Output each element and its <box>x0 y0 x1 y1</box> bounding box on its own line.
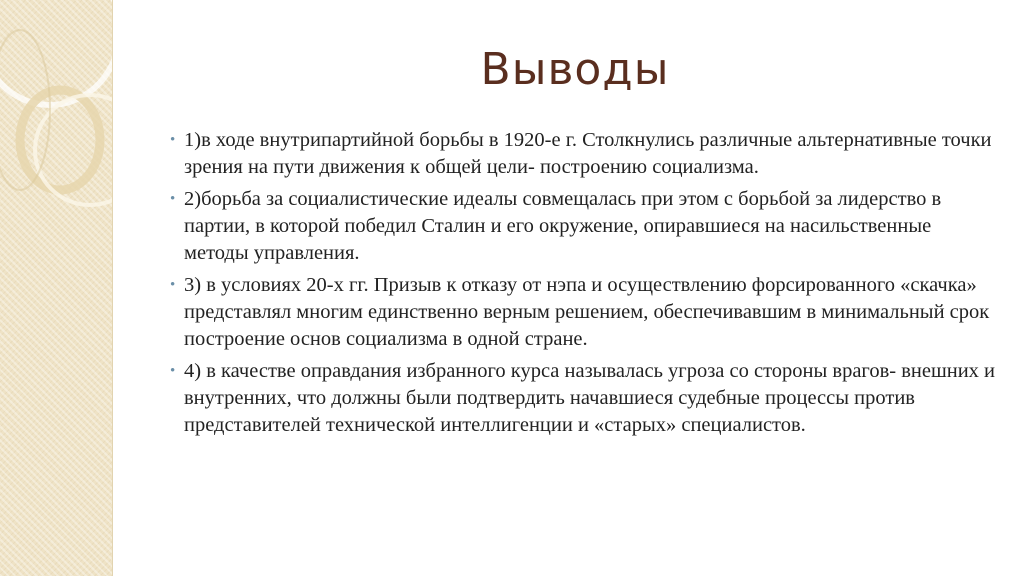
bullet-icon: • <box>170 191 176 207</box>
list-item <box>170 272 1000 353</box>
slide-title: Выводы <box>480 44 670 95</box>
bullet-text: 3) в условиях 20-х гг. Призыв к отказу от нэпа и осуществлению форсированного «скачка» представлял многим единственно верным решением, обеспечивавшим в минимальный срок построение основ социализма в одной стране. <box>184 274 990 350</box>
bullet-icon: • <box>170 132 176 148</box>
list-item <box>170 127 1000 181</box>
decorative-side-panel <box>0 0 113 576</box>
decorative-rings-icon <box>0 0 112 576</box>
bullet-text: 2)борьба за социалистические идеалы совмещалась при этом с борьбой за лидерство в партии, в которой победил Сталин и его окружение, опиравшиеся на насильственные методы управления. <box>184 188 942 264</box>
list-item <box>170 186 1000 267</box>
list-item <box>170 358 1000 439</box>
bullet-text: 4) в качестве оправдания избранного курса называлась угроза со стороны врагов- внешних и внутренних, что должны были подтвердить начавшиеся судебные процессы против представителей технической интеллигенции и «старых» специалистов. <box>184 360 996 436</box>
bullet-icon: • <box>170 277 176 293</box>
bullet-text: 1)в ходе внутрипартийной борьбы в 1920-е г. Столкнулись различные альтернативные точки зрения на пути движения к общей цели- построению социализма. <box>184 129 992 178</box>
bullet-icon: • <box>170 363 176 379</box>
bullet-list <box>170 127 1000 444</box>
